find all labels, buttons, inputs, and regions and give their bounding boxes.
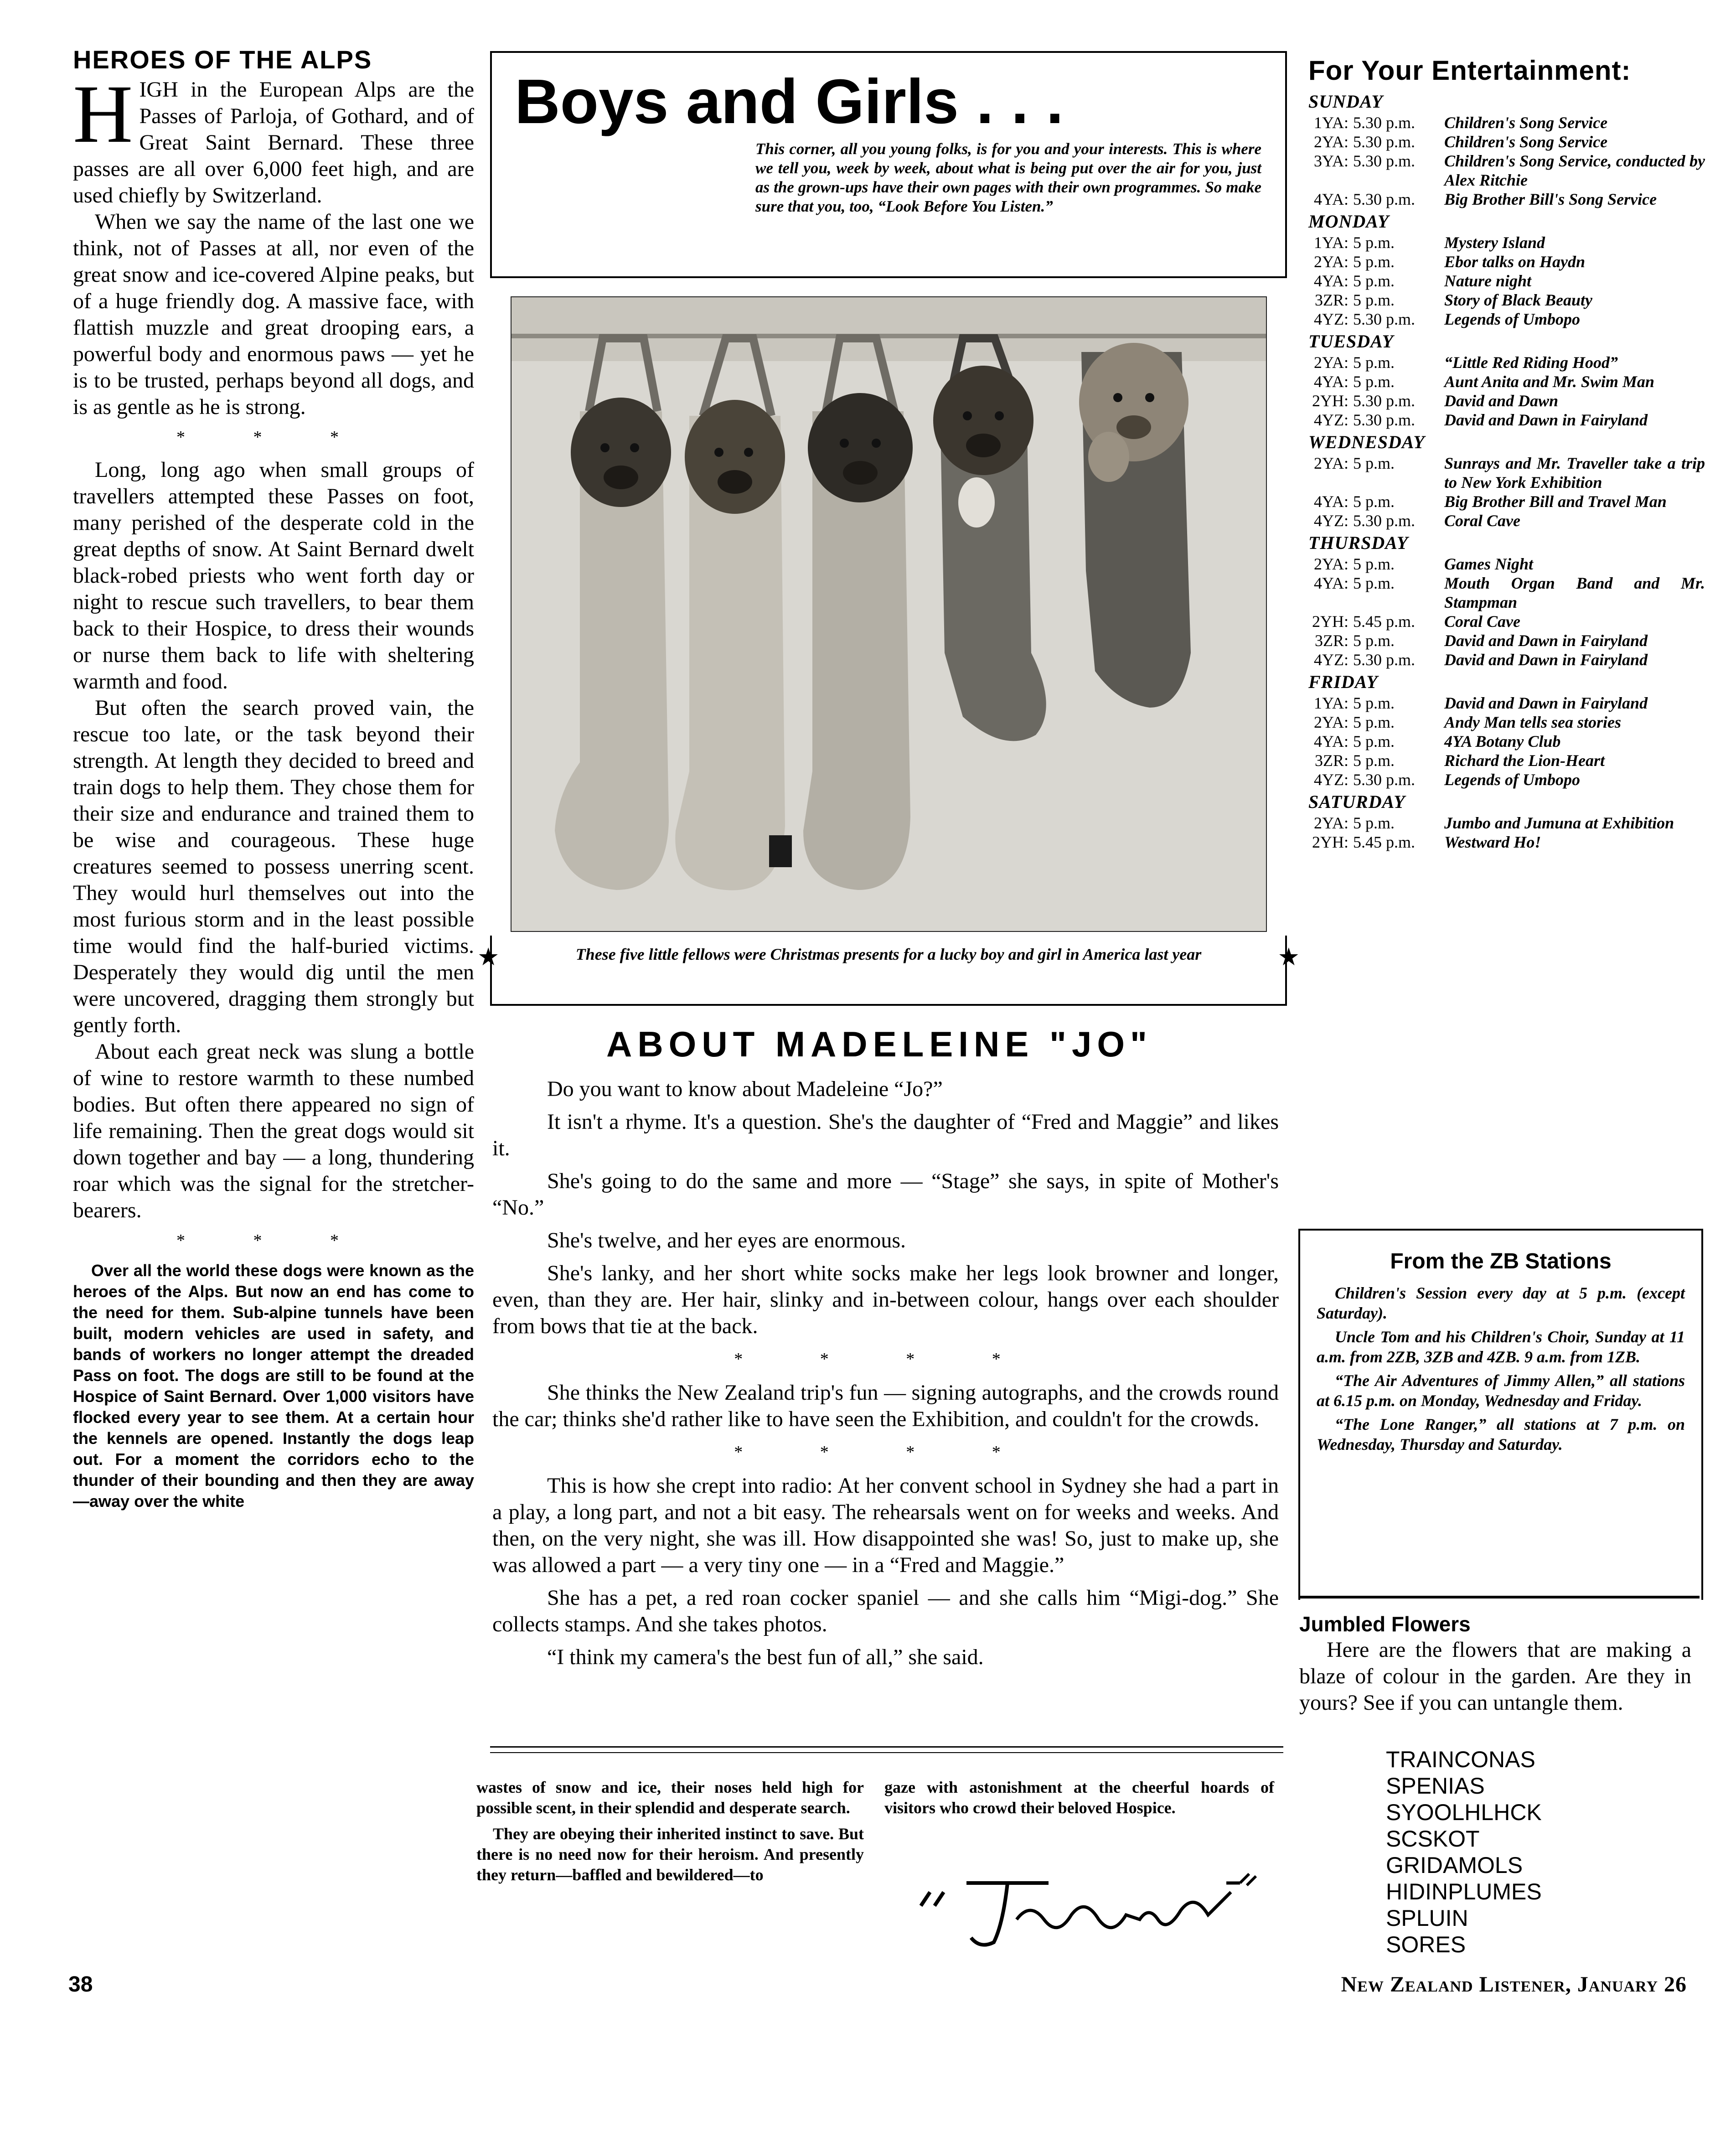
station-code: 4YA:	[1313, 190, 1348, 208]
program-title: Westward Ho!	[1444, 833, 1541, 851]
schedule-row	[1308, 391, 1705, 410]
program-title: David and Dawn	[1444, 392, 1559, 410]
alps-paragraph-2: When we say the name of the last one we think, not of Passes at all, nor even of the great snow and ice-covered Alpine peaks, but of a huge friendly dog. A massive face, with flattish muzzle and great drooping ears, a powerful body and enormous paws — yet he is to be trusted, perhaps beyond all dogs, and is as gentle as he is strong.	[73, 209, 474, 419]
station-code: 4YA:	[1313, 492, 1348, 511]
program-title: Coral Cave	[1444, 612, 1520, 631]
madeleine-paragraph: She's going to do the same and more — “Stage” she says, in spite of Mother's “No.”	[492, 1169, 1279, 1220]
broadcast-time: 5 p.m.	[1353, 713, 1395, 731]
schedule-row	[1308, 650, 1705, 669]
broadcast-time: 5.30 p.m.	[1353, 512, 1416, 530]
schedule-row	[1308, 693, 1705, 713]
program-title: Mystery Island	[1444, 233, 1545, 252]
radio-schedule	[1308, 91, 1705, 852]
program-title: Nature night	[1444, 272, 1532, 290]
schedule-row	[1308, 574, 1705, 612]
broadcast-time: 5 p.m.	[1353, 555, 1395, 573]
station-code: 1YA:	[1313, 694, 1348, 712]
list-item: SYOOLHLHCK	[1386, 1800, 1542, 1825]
station-code: 2YH:	[1312, 833, 1348, 851]
schedule-row	[1308, 271, 1705, 290]
schedule-row	[1308, 511, 1705, 530]
intro-box	[490, 51, 1287, 278]
station-code: 4YA:	[1313, 272, 1348, 290]
schedule-row	[1308, 190, 1705, 209]
alps-small-text	[73, 1260, 474, 1512]
broadcast-time: 5 p.m.	[1353, 631, 1395, 650]
station-code: 4YA:	[1313, 372, 1348, 391]
broadcast-time: 5 p.m.	[1353, 694, 1395, 712]
program-title: David and Dawn in Fairyland	[1444, 694, 1648, 712]
list-item: SPENIAS	[1386, 1773, 1485, 1799]
schedule-row	[1308, 310, 1705, 329]
broadcast-time: 5 p.m.	[1353, 814, 1395, 832]
broadcast-time: 5.30 p.m.	[1353, 114, 1416, 132]
madeleine-paragraph: She thinks the New Zealand trip's fun — signing autographs, and the crowds round the car; thinks she'd rather like to have seen the Exhibition, and couldn't for the crowds.	[492, 1381, 1279, 1431]
schedule-row	[1308, 732, 1705, 751]
schedule-day-heading: TUESDAY	[1308, 331, 1394, 352]
page-number: 38	[68, 1972, 93, 1997]
madeleine-paragraph: “I think my camera's the best fun of all,” she said.	[547, 1645, 984, 1669]
program-title: Big Brother Bill's Song Service	[1444, 190, 1657, 208]
schedule-row	[1308, 233, 1705, 252]
list-item: SCSKOT	[1386, 1826, 1480, 1852]
divider	[490, 1746, 1283, 1753]
schedule-row	[1308, 410, 1705, 429]
alps-paragraph-4: But often the search proved vain, the rescue too late, or the task beyond their strength. At length they decided to breed and train dogs to help them. They chose them for their size and endurance and trained them to be wise and courageous. These huge creatures seemed to possess unerring scent. They would hurl themselves out into the most furious storm and in the least possible time would find the half-buried victims. Desperately they would dig until the men were uncovered, dragging them strongly but gently forth.	[73, 695, 474, 1037]
list-item: SPLUIN	[1386, 1905, 1468, 1931]
station-code: 4YA:	[1313, 574, 1348, 592]
program-title: Games Night	[1444, 555, 1534, 573]
page-title: Boys and Girls . . .	[515, 67, 1064, 137]
section-stars: * * * *	[734, 1443, 1037, 1462]
program-title: Legends of Umbopo	[1444, 771, 1580, 789]
program-title: Richard the Lion-Heart	[1444, 751, 1605, 770]
station-code: 2YA:	[1313, 713, 1348, 731]
broadcast-time: 5 p.m.	[1353, 454, 1395, 472]
schedule-day-heading: WEDNESDAY	[1308, 432, 1425, 452]
star-icon: ★	[477, 943, 500, 971]
schedule-row	[1308, 554, 1705, 574]
broadcast-time: 5 p.m.	[1353, 233, 1395, 252]
madeleine-paragraph: She's twelve, and her eyes are enormous.	[547, 1228, 906, 1252]
madeleine-paragraph: She's lanky, and her short white socks make her legs look browner and longer, even, than they are. Her hair, slinky and in-between colour, hangs over each shoulder from bows that tie at the back.	[492, 1261, 1279, 1338]
alps-continuation-col-1	[476, 1777, 864, 1891]
program-title: Children's Song Service	[1444, 133, 1608, 151]
station-code: 4YA:	[1313, 732, 1348, 750]
alps-continuation-col-2	[884, 1777, 1274, 1824]
madeleine-article	[492, 1076, 1279, 1677]
alps-paragraph-5: About each great neck was slung a bottle of wine to restore warmth to these numbed bodies. But often there appeared no sign of life remaining. Then the great dogs would sit down together and bay — a long, thundering roar which was the signal for the stretcher-bearers.	[73, 1039, 474, 1222]
schedule-row	[1308, 631, 1705, 650]
program-title: Big Brother Bill and Travel Man	[1444, 492, 1667, 511]
alps-continuation-3: gaze with astonishment at the cheerful hoards of visitors who crowd their beloved Hospice.	[884, 1778, 1274, 1817]
zb-paragraph: Uncle Tom and his Children's Choir, Sunday at 11 a.m. from 2ZB, 3ZB and 4ZB. 9 a.m. from 1ZB.	[1317, 1328, 1685, 1366]
broadcast-time: 5 p.m.	[1353, 253, 1395, 271]
schedule-row	[1308, 713, 1705, 732]
zb-body	[1317, 1283, 1685, 1454]
schedule-row	[1308, 833, 1705, 852]
station-code: 2YA:	[1313, 353, 1348, 372]
broadcast-time: 5 p.m.	[1353, 372, 1395, 391]
broadcast-time: 5.30 p.m.	[1353, 771, 1416, 789]
broadcast-time: 5 p.m.	[1353, 272, 1395, 290]
station-code: 2YA:	[1313, 133, 1348, 151]
zb-paragraph: Children's Session every day at 5 p.m. (except Saturday).	[1317, 1284, 1685, 1322]
program-title: Jumbo and Jumuna at Exhibition	[1444, 814, 1674, 832]
section-stars: * * * *	[734, 1350, 1037, 1369]
broadcast-time: 5.30 p.m.	[1353, 310, 1416, 328]
schedule-row	[1308, 252, 1705, 271]
station-code: 4YZ:	[1314, 771, 1348, 789]
alps-continuation-2: They are obeying their inherited instinct to save. But there is no need now for their heroism. And presently they return—baffled and bewildered—to	[476, 1825, 864, 1884]
broadcast-time: 5.30 p.m.	[1353, 133, 1416, 151]
madeleine-paragraph: It isn't a rhyme. It's a question. She's the daughter of “Fred and Maggie” and likes it.	[492, 1110, 1279, 1160]
schedule-day-heading: THURSDAY	[1308, 533, 1409, 553]
list-item: SORES	[1386, 1932, 1466, 1957]
station-code: 1YA:	[1313, 114, 1348, 132]
schedule-row	[1308, 770, 1705, 789]
program-title: David and Dawn in Fairyland	[1444, 651, 1648, 669]
madeleine-paragraph: This is how she crept into radio: At her convent school in Sydney she had a part in a play, a long part, and not a bit easy. The rehearsals went on for weeks and weeks. And then, on the very night, she was ill. How disappointed she was! So, just to make up, she was allowed a part — a very tiny one — in a “Fred and Maggie.”	[492, 1474, 1279, 1577]
section-stars: * * *	[176, 1231, 371, 1250]
author-signature	[912, 1865, 1258, 1951]
schedule-row	[1308, 151, 1705, 190]
schedule-row	[1308, 612, 1705, 631]
station-code: 2YH:	[1312, 612, 1348, 631]
station-code: 1YA:	[1313, 233, 1348, 252]
schedule-row	[1308, 113, 1705, 132]
puppies-in-stockings-image	[512, 297, 1266, 931]
schedule-row	[1308, 290, 1705, 310]
schedule-row	[1308, 353, 1705, 372]
station-code: 3ZR:	[1314, 751, 1348, 770]
list-item: HIDINPLUMES	[1386, 1879, 1542, 1904]
schedule-row	[1308, 454, 1705, 492]
jumbled-flowers-list	[1386, 1746, 1542, 1958]
station-code: 4YZ:	[1314, 651, 1348, 669]
program-title: Ebor talks on Haydn	[1444, 253, 1586, 271]
broadcast-time: 5.30 p.m.	[1353, 152, 1416, 170]
broadcast-time: 5 p.m.	[1353, 291, 1395, 309]
station-code: 2YH:	[1312, 392, 1348, 410]
list-item: GRIDAMOLS	[1386, 1852, 1523, 1878]
madeleine-paragraph: She has a pet, a red roan cocker spaniel — and she calls him “Migi-dog.” She collects stamps. And she takes photos.	[492, 1586, 1279, 1636]
broadcast-time: 5 p.m.	[1353, 574, 1395, 592]
alps-continuation-1: wastes of snow and ice, their noses held high for possible scent, in their splendid and desperate search.	[476, 1778, 864, 1817]
entertainment-column	[1308, 55, 1705, 852]
station-code: 2YA:	[1313, 454, 1348, 472]
program-title: Legends of Umbopo	[1444, 310, 1580, 328]
schedule-row	[1308, 751, 1705, 770]
program-title: Story of Black Beauty	[1444, 291, 1592, 309]
broadcast-time: 5 p.m.	[1353, 732, 1395, 750]
schedule-row	[1308, 813, 1705, 833]
program-title: Aunt Anita and Mr. Swim Man	[1444, 372, 1654, 391]
publication-footer: New Zealand Listener, January 26	[1341, 1972, 1687, 1997]
schedule-day-heading: SATURDAY	[1308, 791, 1405, 812]
schedule-row	[1308, 132, 1705, 151]
schedule-day-heading: SUNDAY	[1308, 91, 1383, 112]
station-code: 3ZR:	[1314, 631, 1348, 650]
section-stars: * * *	[176, 427, 371, 447]
program-title: Mouth Organ Band and Mr. Stampman	[1444, 574, 1705, 611]
zb-paragraph: “The Lone Ranger,” all stations at 7 p.m. on Wednesday, Thursday and Saturday.	[1317, 1415, 1685, 1454]
star-icon: ★	[1277, 943, 1300, 971]
intro-text: This corner, all you young folks, is for you and your interests. This is where we tell you, week by week, about what is being put over the air for you, just as the grown-ups have their own pages with their own programmes. So make sure that you, too, “Look Before You Listen.”	[755, 140, 1261, 215]
broadcast-time: 5.30 p.m.	[1353, 651, 1416, 669]
jumbled-flowers-intro: Here are the flowers that are making a blaze of colour in the garden. Are they in yours? See if you can untangle them.	[1299, 1638, 1691, 1715]
alps-body	[73, 68, 474, 1254]
program-title: Children's Song Service, conducted by Alex Ritchie	[1444, 152, 1705, 189]
program-title: Children's Song Service	[1444, 114, 1608, 132]
schedule-day-heading: MONDAY	[1308, 211, 1390, 232]
entertainment-heading: For Your Entertainment:	[1308, 55, 1631, 86]
schedule-row	[1308, 372, 1705, 391]
broadcast-time: 5 p.m.	[1353, 492, 1395, 511]
station-code: 4YZ:	[1314, 512, 1348, 530]
puppies-photo	[511, 296, 1267, 932]
station-code: 4YZ:	[1314, 411, 1348, 429]
station-code: 2YA:	[1313, 555, 1348, 573]
dropcap: H	[73, 68, 133, 160]
schedule-row	[1308, 492, 1705, 511]
alps-paragraph-3: Long, long ago when small groups of travellers attempted these Passes on foot, many perished of the desperate cold in the great depths of snow. At Saint Bernard dwelt black-robed priests who went forth day or night to rescue such travellers, to bear them back to their Hospice, to dress their wounds or nurse them back to life with sheltering warmth and food.	[73, 457, 474, 693]
broadcast-time: 5.45 p.m.	[1353, 612, 1416, 631]
alps-heading: HEROES OF THE ALPS	[73, 45, 372, 74]
broadcast-time: 5 p.m.	[1353, 751, 1395, 770]
broadcast-time: 5.30 p.m.	[1353, 392, 1416, 410]
alps-paragraph-1: HIGH in the European Alps are the Passes of Parloja, of Gothard, and of Great Saint Bernard. These three passes are all over 6,000 feet high, and are used chiefly by Switzerland.	[73, 68, 474, 207]
program-title: 4YA Botany Club	[1444, 732, 1561, 750]
broadcast-time: 5.30 p.m.	[1353, 190, 1416, 208]
station-code: 2YA:	[1313, 814, 1348, 832]
station-code: 3ZR:	[1314, 291, 1348, 309]
station-code: 2YA:	[1313, 253, 1348, 271]
broadcast-time: 5.45 p.m.	[1353, 833, 1416, 851]
zb-paragraph: “The Air Adventures of Jimmy Allen,” all stations at 6.15 p.m. on Monday, Wednesday and Friday.	[1317, 1371, 1685, 1410]
broadcast-time: 5 p.m.	[1353, 353, 1395, 372]
program-title: Sunrays and Mr. Traveller take a trip to New York Exhibition	[1444, 454, 1705, 491]
list-item: TRAINCONAS	[1386, 1747, 1535, 1772]
alps-article	[73, 46, 474, 1512]
program-title: “Little Red Riding Hood”	[1444, 353, 1618, 372]
jumbled-flowers-heading: Jumbled Flowers	[1299, 1612, 1471, 1636]
photo-caption-box	[477, 936, 1300, 1006]
madeleine-heading: ABOUT MADELEINE "JO"	[606, 1024, 1153, 1064]
photo-caption: These five little fellows were Christmas presents for a lucky boy and girl in America last year	[575, 945, 1202, 963]
zb-stations-box	[1298, 1229, 1703, 1600]
alps-paragraph-6: Over all the world these dogs were known as the heroes of the Alps. But now an end has come to the need for them. Sub-alpine tunnels have been built, modern vehicles are used in safety, and bands of workers no longer attempt the dreaded Pass on foot. The dogs are still to be found at the Hospice of Saint Bernard. Over 1,000 visitors have flocked every year to see them. At a certain hour the kennels are opened. Instantly the dogs leap out. For a moment the corridors echo to the thunder of their bounding and then they are away—away over the white	[73, 1261, 474, 1511]
program-title: Andy Man tells sea stories	[1444, 713, 1622, 731]
madeleine-paragraph: Do you want to know about Madeleine “Jo?”	[547, 1077, 943, 1101]
zb-heading: From the ZB Stations	[1390, 1249, 1612, 1273]
program-title: David and Dawn in Fairyland	[1444, 631, 1648, 650]
program-title: David and Dawn in Fairyland	[1444, 411, 1648, 429]
program-title: Coral Cave	[1444, 512, 1520, 530]
station-code: 3YA:	[1313, 152, 1348, 170]
broadcast-time: 5.30 p.m.	[1353, 411, 1416, 429]
station-code: 4YZ:	[1314, 310, 1348, 328]
schedule-day-heading: FRIDAY	[1308, 672, 1378, 692]
divider	[1298, 1596, 1700, 1598]
